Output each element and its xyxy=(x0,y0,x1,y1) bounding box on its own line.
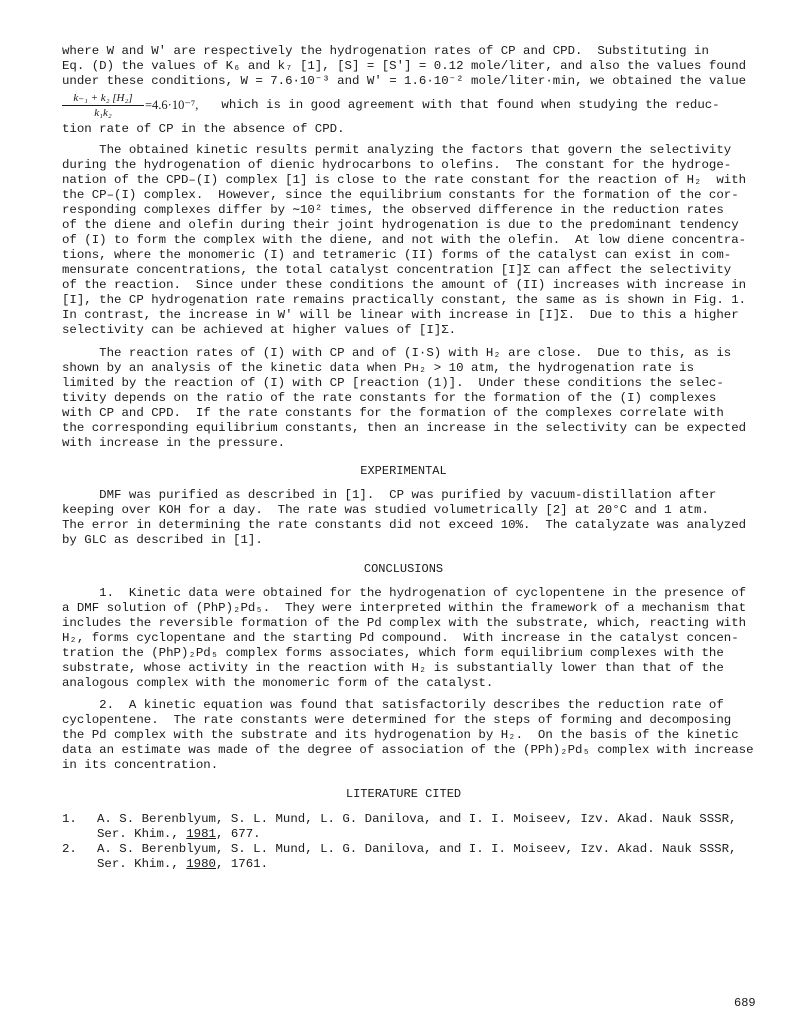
text-line: shown by an analysis of the kinetic data when Pʜ₂ > 10 atm, the hydrogenation rate is xyxy=(62,361,695,375)
reference-number: 2. xyxy=(62,842,77,856)
reference-pages: , 677. xyxy=(215,827,261,841)
text-line: which is in good agreement with that found when studying the reduc- xyxy=(214,98,720,112)
fraction-value: =4.6·10⁻⁷, xyxy=(145,98,199,112)
text-line: the CP–(I) complex. However, since the equilibrium constants for the formation of the cor- xyxy=(62,188,739,202)
fraction-bar xyxy=(62,105,144,106)
text-line: data an estimate was made of the degree of association of the (PPh)₂Pd₅ complex with increase xyxy=(62,743,754,757)
text-line: with increase in the pressure. xyxy=(62,436,286,450)
text-line: under these conditions, W = 7.6·10⁻³ and W' = 1.6·10⁻² mole/liter·min, we obtained the value xyxy=(62,74,747,88)
reference-journal: Ser. Khim., xyxy=(97,827,187,841)
text-line: by GLC as described in [1]. xyxy=(62,533,263,547)
text-line: tivity depends on the ratio of the rate constants for the formation of the (I) complexes xyxy=(62,391,717,405)
reference-line xyxy=(97,857,268,871)
text-line: In contrast, the increase in W' will be linear with increase in [I]Σ. Due to this a higher xyxy=(62,308,739,322)
text-line: keeping over KOH for a day. The rate was studied volumetrically [2] at 20°C and 1 atm. xyxy=(62,503,709,517)
section-heading: EXPERIMENTAL xyxy=(360,464,447,478)
text-line: Eq. (D) the values of K₆ and k₇ [1], [S] = [S'] = 0.12 mole/liter, and also the values found xyxy=(62,59,747,73)
section-heading: LITERATURE CITED xyxy=(345,787,462,801)
reference-line: A. S. Berenblyum, S. L. Mund, L. G. Danilova, and I. I. Moiseev, Izv. Akad. Nauk SSSR, xyxy=(97,812,737,826)
text-line: tration the (PhP)₂Pd₅ complex forms associates, which form equilibrium complexes with the xyxy=(62,646,724,660)
text-line: of (I) to form the complex with the diene, and not with the olefin. At low diene concentra- xyxy=(62,233,747,247)
text-line: of the reaction. Since under these conditions the amount of (II) increases with increase in xyxy=(62,278,747,292)
text-line: with CP and CPD. If the rate constants for the formation of the complexes correlate with xyxy=(62,406,724,420)
reference-year: 1981 xyxy=(186,827,216,841)
reference-line: A. S. Berenblyum, S. L. Mund, L. G. Danilova, and I. I. Moiseev, Izv. Akad. Nauk SSSR, xyxy=(97,842,737,856)
text-line: DMF was purified as described in [1]. CP was purified by vacuum-distillation after xyxy=(62,488,717,502)
text-line: tions, where the monomeric (I) and tetrameric (II) forms of the catalyst can exist in com- xyxy=(62,248,732,262)
text-line: analogous complex with the monomeric form of the catalyst. xyxy=(62,676,494,690)
text-line: tion rate of CP in the absence of CPD. xyxy=(62,122,345,136)
fraction-numerator: k₋₁ + k₂ [H₂] xyxy=(73,92,133,104)
text-line: limited by the reaction of (I) with CP [reaction (1)]. Under these conditions the selec- xyxy=(62,376,724,390)
text-line: includes the reversible formation of the Pd complex with the substrate, which, reacting with xyxy=(62,616,747,630)
text-line: the Pd complex with the substrate and its hydrogenation by H₂. On the basis of the kinetic xyxy=(62,728,739,742)
text-line: nation of the CPD–(I) complex [1] is close to the rate constant for the reaction of H₂ with xyxy=(62,173,747,187)
text-line: 2. A kinetic equation was found that satisfactorily describes the reduction rate of xyxy=(62,698,724,712)
text-line: mensurate concentrations, the total catalyst concentration [I]Σ can affect the selectivity xyxy=(62,263,732,277)
text-line: responding complexes differ by ∼10² times, the observed difference in the reduction rates xyxy=(62,203,724,217)
text-line: in its concentration. xyxy=(62,758,219,772)
section-heading: CONCLUSIONS xyxy=(363,562,444,576)
text-line: the corresponding equilibrium constants, then an increase in the selectivity can be expected xyxy=(62,421,747,435)
reference-pages: , 1761. xyxy=(215,857,269,871)
reference-year: 1980 xyxy=(186,857,216,871)
text-line: H₂, forms cyclopentane and the starting Pd compound. With increase in the catalyst concen- xyxy=(62,631,739,645)
text-line: selectivity can be achieved at higher values of [I]Σ. xyxy=(62,323,457,337)
text-line: of the diene and olefin during their joint hydrogenation is due to the predominant tendency xyxy=(62,218,739,232)
text-line: 1. Kinetic data were obtained for the hydrogenation of cyclopentene in the presence of xyxy=(62,586,747,600)
text-line: where W and W' are respectively the hydrogenation rates of CP and CPD. Substituting in xyxy=(62,44,709,58)
page-number: 689 xyxy=(734,996,756,1010)
reference-journal: Ser. Khim., xyxy=(97,857,187,871)
text-line: during the hydrogenation of dienic hydrocarbons to olefins. The constant for the hydroge- xyxy=(62,158,732,172)
text-line: The reaction rates of (I) with CP and of (I·S) with H₂ are close. Due to this, as is xyxy=(62,346,732,360)
text-line: cyclopentene. The rate constants were determined for the steps of forming and decomposing xyxy=(62,713,732,727)
reference-line xyxy=(97,827,261,841)
text-line: a DMF solution of (PhP)₂Pd₅. They were interpreted within the framework of a mechanism that xyxy=(62,601,747,615)
text-line: The error in determining the rate constants did not exceed 10%. The catalyzate was analyzed xyxy=(62,518,747,532)
fraction-denominator: k₁k₂ xyxy=(94,107,112,119)
text-line: substrate, whose activity in the reaction with H₂ is substantially lower than that of the xyxy=(62,661,724,675)
reference-number: 1. xyxy=(62,812,77,826)
text-line: [I], the CP hydrogenation rate remains practically constant, the same as is shown in Fig. 1. xyxy=(62,293,747,307)
text-line: The obtained kinetic results permit analyzing the factors that govern the selectivity xyxy=(62,143,732,157)
